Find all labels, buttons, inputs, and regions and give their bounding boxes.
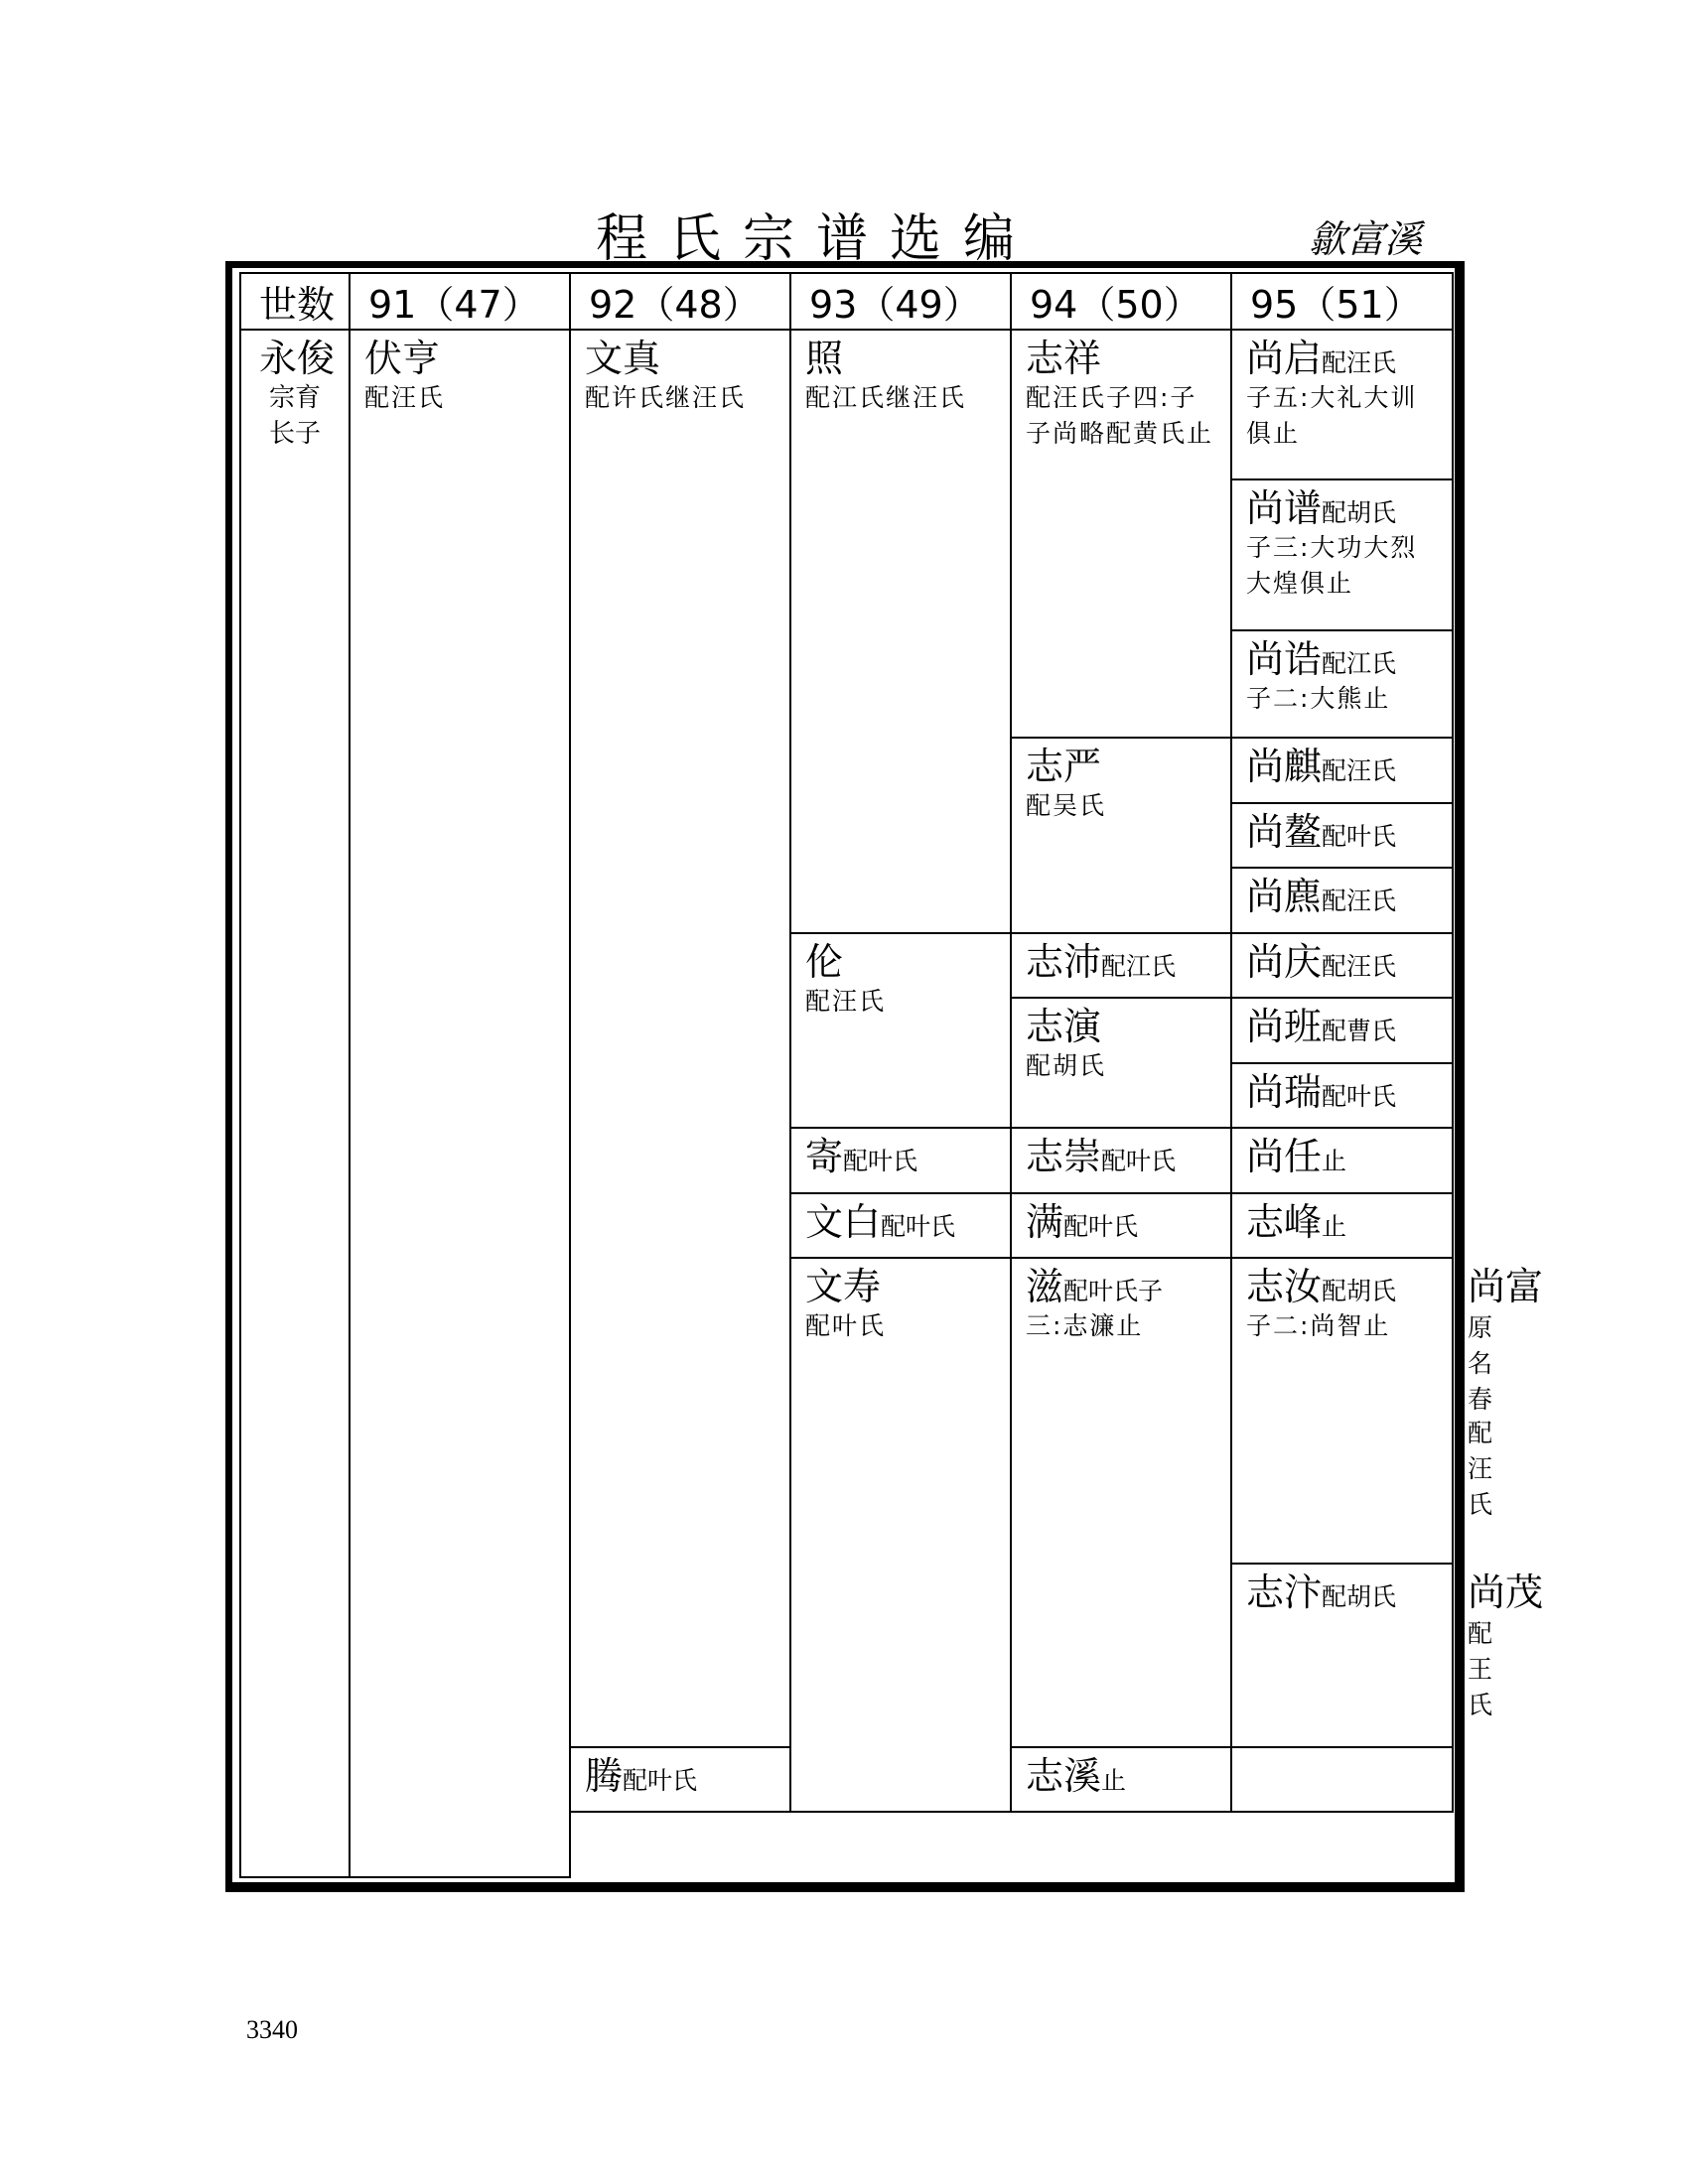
ancestor-cell <box>240 330 350 1877</box>
person-name: 尚任 <box>1246 1135 1323 1179</box>
person-spouse: 配胡氏 <box>1322 498 1397 528</box>
person-spouse: 配王氏 <box>1468 1618 1493 1719</box>
person-name: 腾 <box>585 1753 624 1798</box>
person-cell <box>1231 933 1453 999</box>
person-name: 志汝 <box>1246 1265 1323 1309</box>
person-cell <box>1011 998 1231 1128</box>
person-name: 文真 <box>585 337 661 380</box>
person-note: 配吴氏 <box>1026 791 1107 821</box>
ancestor-note: 长子 <box>269 419 322 449</box>
person-spouse: 配叶氏 <box>1101 1147 1177 1176</box>
column-header-94: 94（50） <box>1011 273 1231 330</box>
person-name: 伦 <box>805 939 844 984</box>
person-spouse: 配曹氏 <box>1322 1017 1397 1046</box>
person-spouse: 配胡氏 <box>1322 1277 1397 1306</box>
person-name: 志崇 <box>1026 1135 1102 1179</box>
person-name: 尚庆 <box>1246 939 1323 984</box>
person-cell <box>1011 1193 1231 1259</box>
person-name: 尚诰 <box>1246 636 1323 681</box>
person-name: 志严 <box>1026 745 1102 789</box>
person-name: 志演 <box>1026 1005 1102 1049</box>
person-note: 子三:大功大烈大煌俱止 <box>1246 533 1418 599</box>
person-note: 配汪氏 <box>805 986 887 1016</box>
person-cell <box>350 330 570 1877</box>
person-spouse: 配叶氏 <box>1063 1211 1139 1241</box>
column-header-91: 91（47） <box>350 273 570 330</box>
page-title: 程氏宗谱选编 <box>596 209 1038 269</box>
person-note: 子五:大礼大训俱止 <box>1246 383 1418 448</box>
person-cell <box>1011 1128 1231 1193</box>
person-name: 志汴 <box>1246 1570 1323 1614</box>
person-name: 尚麃 <box>1246 875 1323 919</box>
person-spouse: 配汪氏 <box>1322 951 1397 981</box>
person-cell <box>1231 1063 1453 1129</box>
person-cell <box>1231 1193 1453 1259</box>
person-name: 尚鳌 <box>1246 809 1323 854</box>
person-name: 志祥 <box>1026 337 1102 380</box>
person-spouse: 止 <box>1322 1211 1347 1241</box>
person-spouse: 配汪氏 <box>1322 887 1397 916</box>
column-header-95: 95（51） <box>1231 273 1453 330</box>
person-spouse: 原名春 <box>1468 1313 1493 1415</box>
person-spouse: 配汪氏 <box>1322 348 1397 377</box>
person-note: 子二:大熊止 <box>1246 683 1391 713</box>
page-number: 3340 <box>246 2015 298 2044</box>
person-name: 尚启 <box>1246 337 1323 380</box>
person-spouse: 止 <box>1101 1765 1127 1795</box>
person-cell <box>1231 330 1453 479</box>
person-name: 伏亨 <box>364 337 441 380</box>
person-cell <box>1231 479 1453 629</box>
person-note: 配胡氏 <box>1026 1051 1107 1081</box>
person-cell <box>790 933 1011 1129</box>
person-note: 配许氏继汪氏 <box>585 383 747 412</box>
person-name: 尚瑞 <box>1246 1069 1323 1114</box>
person-cell <box>1231 1128 1453 1193</box>
person-spouse: 配汪氏 <box>1322 756 1397 786</box>
person-name: 照 <box>805 337 844 380</box>
person-cell <box>1011 1258 1231 1747</box>
person-name: 尚富 <box>1468 1265 1544 1309</box>
person-cell <box>1231 738 1453 803</box>
person-note: 配汪氏 <box>364 383 446 412</box>
person-name: 滋 <box>1026 1265 1064 1309</box>
ancestor-note: 宗育 <box>269 383 322 413</box>
person-spouse: 配叶氏 <box>623 1765 698 1795</box>
person-name: 文寿 <box>805 1265 882 1309</box>
ancestor-name: 永俊 <box>259 337 336 380</box>
empty-cell <box>1231 1747 1453 1813</box>
person-spouse: 配叶氏 <box>843 1147 918 1176</box>
column-header-generation: 世数 <box>240 273 350 330</box>
person-note: 子二:尚智止 <box>1246 1311 1391 1341</box>
person-cell <box>790 1193 1011 1259</box>
person-note: 配汪氏子四:子子尚略配黄氏止 <box>1026 383 1214 448</box>
person-cell <box>1011 933 1231 999</box>
person-cell <box>790 330 1011 933</box>
person-spouse: 配叶氏子 <box>1063 1277 1164 1306</box>
person-cell <box>1231 1258 1453 1563</box>
person-name: 志峰 <box>1246 1199 1323 1244</box>
person-cell <box>1231 803 1453 869</box>
person-cell <box>1011 330 1231 738</box>
person-name: 文白 <box>805 1199 882 1244</box>
person-note: 三:志濂止 <box>1026 1311 1144 1341</box>
person-spouse: 止 <box>1322 1147 1347 1176</box>
genealogy-table: 世数 91（47） 92（48） 93（49） 94（50） 95（51） 永俊 宗育 长子 伏亨 配汪氏 文真 配许氏继汪氏 照 配江氏继汪氏 志祥 配汪氏子四:子子尚略配黄氏止 尚启配汪氏 子五:大礼大训俱止 尚谱配胡氏 子三:大功大烈大煌俱止 尚诰配江氏 子二:大熊止 志严 配吴氏 尚麒配汪氏 尚鳌配叶氏 尚麃配汪氏 伦 配汪氏 志沛配江氏 尚庆配汪氏 志演 配胡氏 尚班配曹氏 尚瑞配叶氏 寄配叶氏 志崇配叶氏 尚任止 文白配叶氏 满配叶氏 志峰止 文寿 配叶氏 滋配叶氏子 三:志濂止 志汝配胡氏 子二:尚智止 尚富原名春 配汪氏 志汴配胡氏 尚茂配王氏 腾配叶氏 志溪止 <box>239 272 1454 1878</box>
person-spouse: 配叶氏 <box>1322 821 1397 851</box>
person-name: 寄 <box>805 1135 844 1179</box>
person-cell <box>1231 998 1453 1063</box>
person-cell <box>1231 1564 1453 1747</box>
person-cell <box>570 1747 790 1813</box>
column-header-93: 93（49） <box>790 273 1011 330</box>
person-spouse: 配叶氏 <box>1322 1081 1397 1111</box>
person-cell <box>570 330 790 1747</box>
person-name: 尚茂 <box>1468 1570 1544 1614</box>
person-spouse: 配叶氏 <box>881 1211 956 1241</box>
person-name: 志沛 <box>1026 939 1102 984</box>
person-name: 志溪 <box>1026 1753 1102 1798</box>
column-header-92: 92（48） <box>570 273 790 330</box>
person-spouse: 配胡氏 <box>1322 1581 1397 1611</box>
person-cell <box>1011 738 1231 933</box>
header-row <box>240 273 1453 330</box>
person-cell <box>790 1258 1011 1812</box>
person-note: 配叶氏 <box>805 1311 887 1341</box>
person-name: 尚谱 <box>1246 486 1323 531</box>
page-region: 歙富溪 <box>1309 217 1423 261</box>
person-name: 尚麒 <box>1246 745 1323 789</box>
person-cell <box>1231 630 1453 738</box>
person-cell <box>1231 868 1453 933</box>
person-spouse: 配江氏 <box>1101 951 1177 981</box>
person-cell <box>1011 1747 1231 1813</box>
person-name: 尚班 <box>1246 1005 1323 1049</box>
person-name: 满 <box>1026 1199 1064 1244</box>
person-note: 配江氏继汪氏 <box>805 383 967 412</box>
person-spouse: 配江氏 <box>1322 648 1397 678</box>
person-cell <box>790 1128 1011 1193</box>
